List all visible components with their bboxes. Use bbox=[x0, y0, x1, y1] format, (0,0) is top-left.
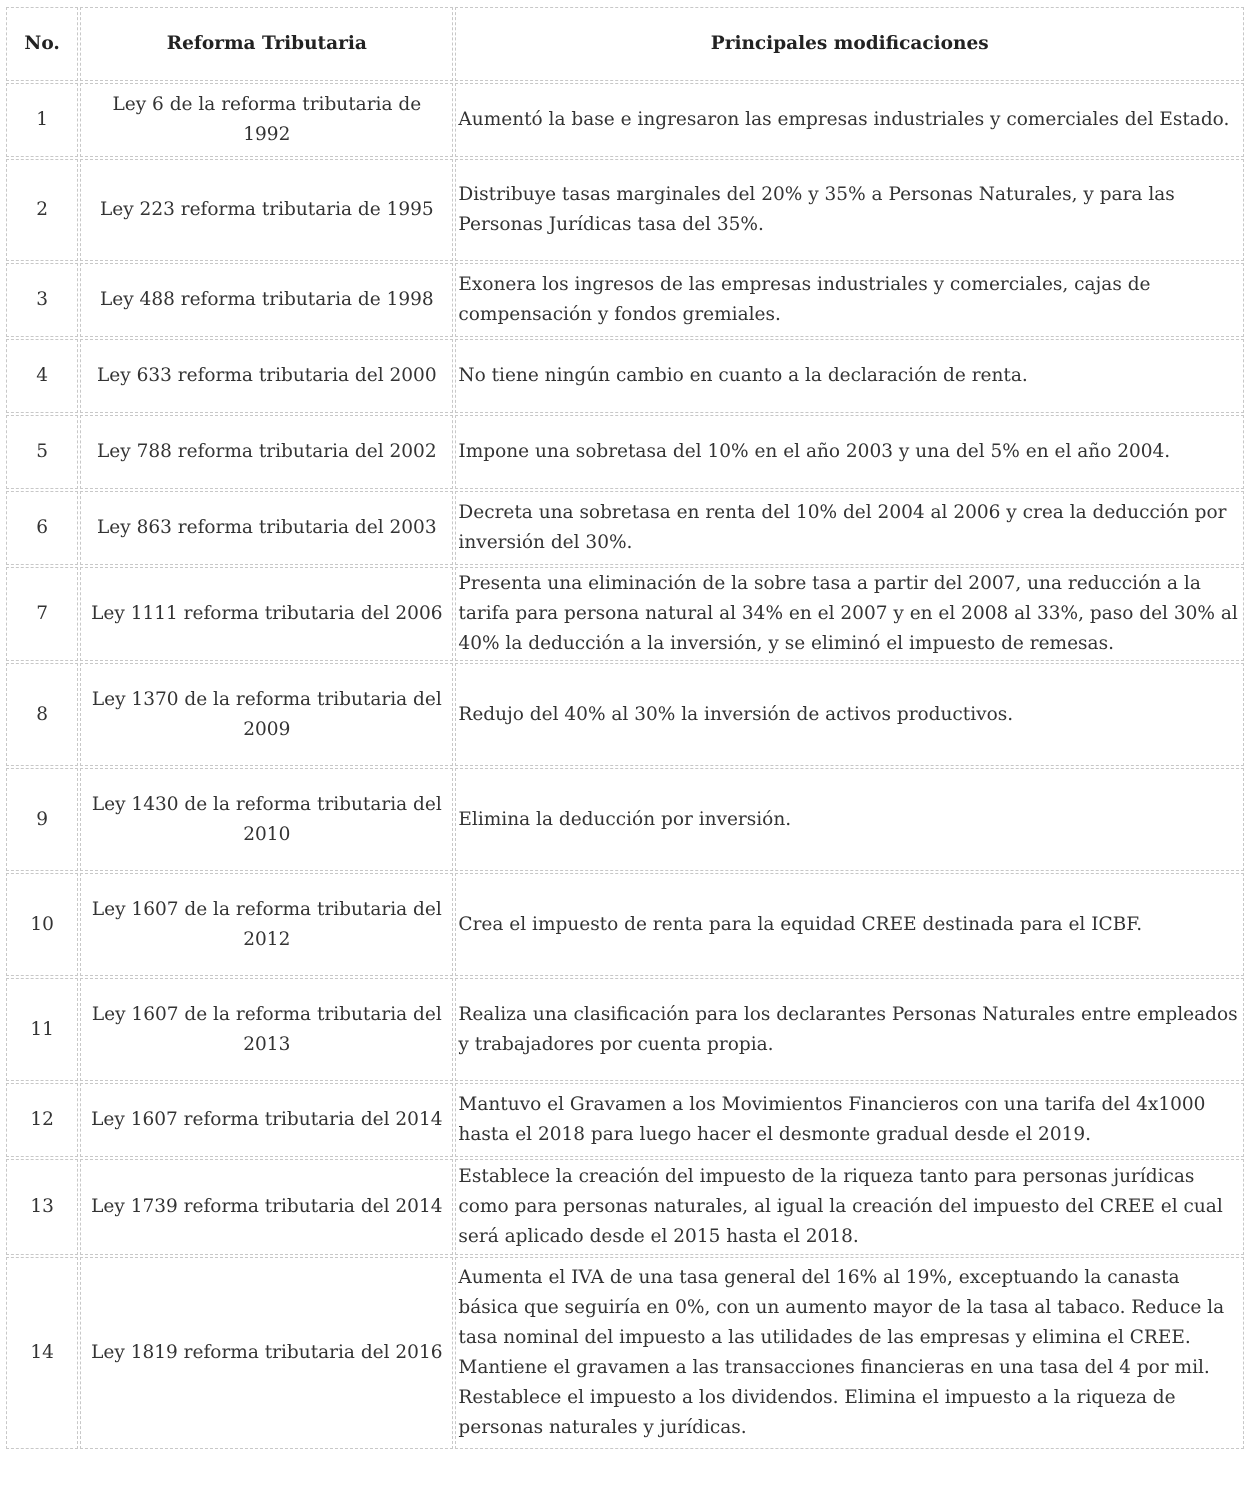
table-row bbox=[6, 567, 1244, 661]
row-reforma: Ley 1430 de la reforma tributaria del 2010 bbox=[80, 768, 453, 871]
row-number: 7 bbox=[6, 567, 78, 661]
header-reforma: Reforma Tributaria bbox=[80, 7, 453, 81]
row-number: 2 bbox=[6, 159, 78, 261]
table-row bbox=[6, 83, 1244, 157]
row-modificaciones: Decreta una sobretasa en renta del 10% del 2004 al 2006 y crea la deducción por inversión del 30%. bbox=[455, 491, 1244, 565]
row-number: 8 bbox=[6, 663, 78, 766]
table-row bbox=[6, 1083, 1244, 1157]
row-number: 3 bbox=[6, 263, 78, 337]
row-modificaciones: Distribuye tasas marginales del 20% y 35% a Personas Naturales, y para las Personas Jurídicas tasa del 35%. bbox=[455, 159, 1244, 261]
row-modificaciones: Aumenta el IVA de una tasa general del 16% al 19%, exceptuando la canasta básica que seguiría en 0%, con un aumento mayor de la tasa al tabaco. Reduce la tasa nominal del impuesto a las utilidades de las empresas y elimina el CREE. Mantiene el gravamen a las transacciones financieras en una tasa del 4 por mil. Restablece el impuesto a los dividendos. Elimina el impuesto a la riqueza de personas naturales y jurídicas. bbox=[455, 1257, 1244, 1449]
row-reforma: Ley 1819 reforma tributaria del 2016 bbox=[80, 1257, 453, 1449]
row-number: 1 bbox=[6, 83, 78, 157]
row-reforma: Ley 788 reforma tributaria del 2002 bbox=[80, 415, 453, 489]
row-number: 14 bbox=[6, 1257, 78, 1449]
row-modificaciones: Elimina la deducción por inversión. bbox=[455, 768, 1244, 871]
header-modificaciones: Principales modificaciones bbox=[455, 7, 1244, 81]
row-number: 12 bbox=[6, 1083, 78, 1157]
row-modificaciones: Crea el impuesto de renta para la equidad CREE destinada para el ICBF. bbox=[455, 873, 1244, 976]
row-reforma: Ley 1370 de la reforma tributaria del 2009 bbox=[80, 663, 453, 766]
row-modificaciones: Presenta una eliminación de la sobre tasa a partir del 2007, una reducción a la tarifa para persona natural al 34% en el 2007 y en el 2008 al 33%, paso del 30% al 40% la deducción a la inversión, y se eliminó el impuesto de remesas. bbox=[455, 567, 1244, 661]
row-reforma: Ley 1739 reforma tributaria del 2014 bbox=[80, 1159, 453, 1255]
row-modificaciones: Establece la creación del impuesto de la riqueza tanto para personas jurídicas como para personas naturales, al igual la creación del impuesto del CREE el cual será aplicado desde el 2015 hasta el 2018. bbox=[455, 1159, 1244, 1255]
row-modificaciones: Exonera los ingresos de las empresas industriales y comerciales, cajas de compensación y fondos gremiales. bbox=[455, 263, 1244, 337]
row-number: 11 bbox=[6, 978, 78, 1081]
table-row bbox=[6, 491, 1244, 565]
table-row bbox=[6, 263, 1244, 337]
reformas-table-container bbox=[4, 5, 1246, 1451]
row-reforma: Ley 1607 reforma tributaria del 2014 bbox=[80, 1083, 453, 1157]
row-reforma: Ley 1607 de la reforma tributaria del 2013 bbox=[80, 978, 453, 1081]
table-row bbox=[6, 873, 1244, 976]
row-modificaciones: Mantuvo el Gravamen a los Movimientos Financieros con una tarifa del 4x1000 hasta el 2018 para luego hacer el desmonte gradual desde el 2019. bbox=[455, 1083, 1244, 1157]
row-reforma: Ley 863 reforma tributaria del 2003 bbox=[80, 491, 453, 565]
row-modificaciones: Impone una sobretasa del 10% en el año 2003 y una del 5% en el año 2004. bbox=[455, 415, 1244, 489]
row-number: 6 bbox=[6, 491, 78, 565]
table-row bbox=[6, 415, 1244, 489]
table-row bbox=[6, 663, 1244, 766]
row-reforma: Ley 488 reforma tributaria de 1998 bbox=[80, 263, 453, 337]
row-number: 4 bbox=[6, 339, 78, 413]
table-header-row bbox=[6, 7, 1244, 81]
row-modificaciones: Redujo del 40% al 30% la inversión de activos productivos. bbox=[455, 663, 1244, 766]
table-row bbox=[6, 159, 1244, 261]
table-row bbox=[6, 1159, 1244, 1255]
row-modificaciones: Aumentó la base e ingresaron las empresas industriales y comerciales del Estado. bbox=[455, 83, 1244, 157]
header-no: No. bbox=[6, 7, 78, 81]
table-row bbox=[6, 768, 1244, 871]
row-reforma: Ley 6 de la reforma tributaria de 1992 bbox=[80, 83, 453, 157]
reformas-table bbox=[4, 5, 1246, 1451]
row-reforma: Ley 223 reforma tributaria de 1995 bbox=[80, 159, 453, 261]
row-number: 10 bbox=[6, 873, 78, 976]
row-reforma: Ley 1111 reforma tributaria del 2006 bbox=[80, 567, 453, 661]
row-number: 13 bbox=[6, 1159, 78, 1255]
row-number: 9 bbox=[6, 768, 78, 871]
row-number: 5 bbox=[6, 415, 78, 489]
table-row bbox=[6, 1257, 1244, 1449]
row-modificaciones: No tiene ningún cambio en cuanto a la declaración de renta. bbox=[455, 339, 1244, 413]
row-reforma: Ley 1607 de la reforma tributaria del 2012 bbox=[80, 873, 453, 976]
row-modificaciones: Realiza una clasificación para los declarantes Personas Naturales entre empleados y trabajadores por cuenta propia. bbox=[455, 978, 1244, 1081]
row-reforma: Ley 633 reforma tributaria del 2000 bbox=[80, 339, 453, 413]
table-row bbox=[6, 339, 1244, 413]
table-row bbox=[6, 978, 1244, 1081]
